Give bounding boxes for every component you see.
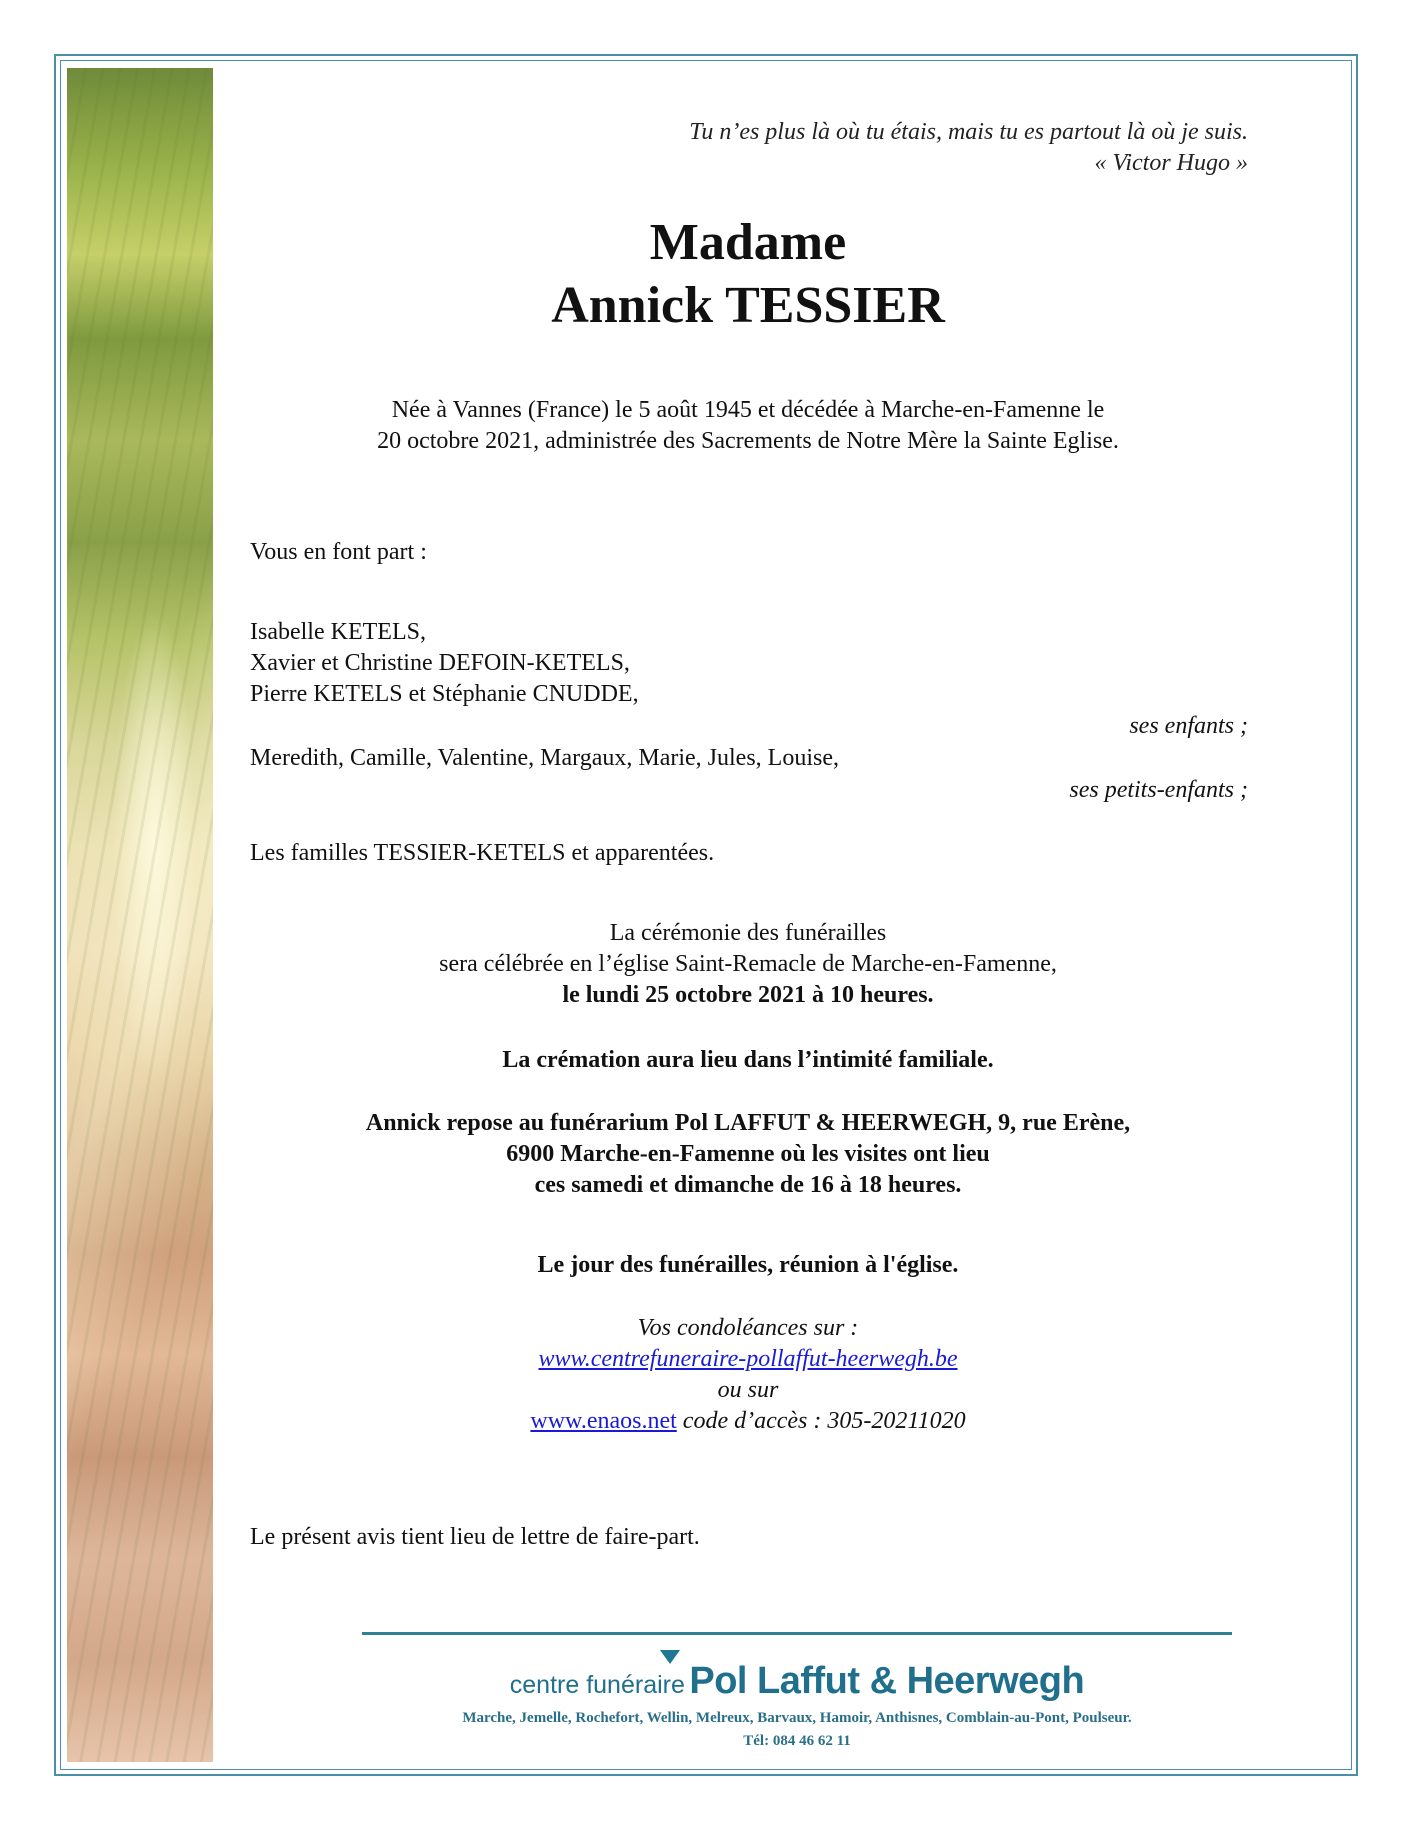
- funeral-home-logo: [362, 1660, 1232, 1703]
- footer-towns: Marche, Jemelle, Rochefort, Wellin, Melreux, Barvaux, Hamoir, Anthisnes, Comblain-au-Pont, Poulseur.: [462, 1710, 1132, 1726]
- child-3: Pierre KETELS et Stéphanie CNUDDE,: [250, 681, 639, 707]
- visit-text: [248, 1108, 1248, 1201]
- title-name: Annick TESSIER: [551, 277, 945, 334]
- forest-path-image: [67, 68, 213, 1762]
- child-2: Xavier et Christine DEFOIN-KETELS,: [250, 650, 630, 676]
- announce-text: Vous en font part :: [250, 539, 427, 565]
- quote-text: Tu n’es plus là où tu étais, mais tu es partout là où je suis.: [689, 119, 1248, 145]
- meeting-text: Le jour des funérailles, réunion à l'église.: [537, 1252, 959, 1278]
- condolences-link-enaos[interactable]: www.enaos.net: [530, 1408, 677, 1434]
- quote-author: « Victor Hugo »: [1094, 150, 1248, 176]
- condolences-block: [248, 1313, 1248, 1437]
- epigraph: [689, 117, 1248, 179]
- birth-death-text: [248, 395, 1248, 457]
- cremation-text: La crémation aura lieu dans l’intimité familiale.: [502, 1047, 994, 1073]
- visit-line-1: Annick repose au funérarium Pol LAFFUT & HEERWEGH, 9, rue Erène,: [365, 1110, 1131, 1136]
- grandchildren-label: ses petits-enfants ;: [1069, 777, 1248, 803]
- brand-name: Pol Laffut & Heerwegh: [689, 1660, 1085, 1702]
- families-text: Les familles TESSIER-KETELS et apparentées.: [250, 840, 715, 866]
- grandchildren-list: Meredith, Camille, Valentine, Margaux, Marie, Jules, Louise,: [250, 745, 839, 771]
- ceremony-text: [248, 918, 1248, 1011]
- visit-line-2: 6900 Marche-en-Famenne où les visites ont lieu: [506, 1141, 990, 1167]
- access-code: code d’accès : 305-20211020: [676, 1408, 966, 1434]
- child-1: Isabelle KETELS,: [250, 619, 426, 645]
- brand-prefix: centre funéraire: [509, 1671, 685, 1699]
- visit-line-3: ces samedi et dimanche de 16 à 18 heures.: [534, 1172, 962, 1198]
- intro-line-1: Née à Vannes (France) le 5 août 1945 et décédée à Marche-en-Famenne le: [391, 397, 1105, 423]
- ceremony-line-2: sera célébrée en l’église Saint-Remacle de Marche-en-Famenne,: [439, 951, 1057, 977]
- children-label: ses enfants ;: [1129, 713, 1248, 739]
- footer-telephone: Tél: 084 46 62 11: [743, 1733, 851, 1749]
- ceremony-line-1: La cérémonie des funérailles: [609, 920, 887, 946]
- condolences-link-funeral-home[interactable]: www.centrefuneraire-pollaffut-heerwegh.be: [538, 1346, 958, 1372]
- children-list: [250, 617, 639, 710]
- condolences-or: ou sur: [717, 1377, 779, 1403]
- ceremony-date: le lundi 25 octobre 2021 à 10 heures.: [562, 982, 934, 1008]
- condolences-label: Vos condoléances sur :: [637, 1315, 859, 1341]
- title-honorific: Madame: [649, 214, 847, 271]
- closing-text: Le présent avis tient lieu de lettre de faire-part.: [250, 1524, 700, 1550]
- intro-line-2: 20 octobre 2021, administrée des Sacrements de Notre Mère la Sainte Eglise.: [377, 428, 1119, 454]
- footer-divider: [362, 1632, 1232, 1635]
